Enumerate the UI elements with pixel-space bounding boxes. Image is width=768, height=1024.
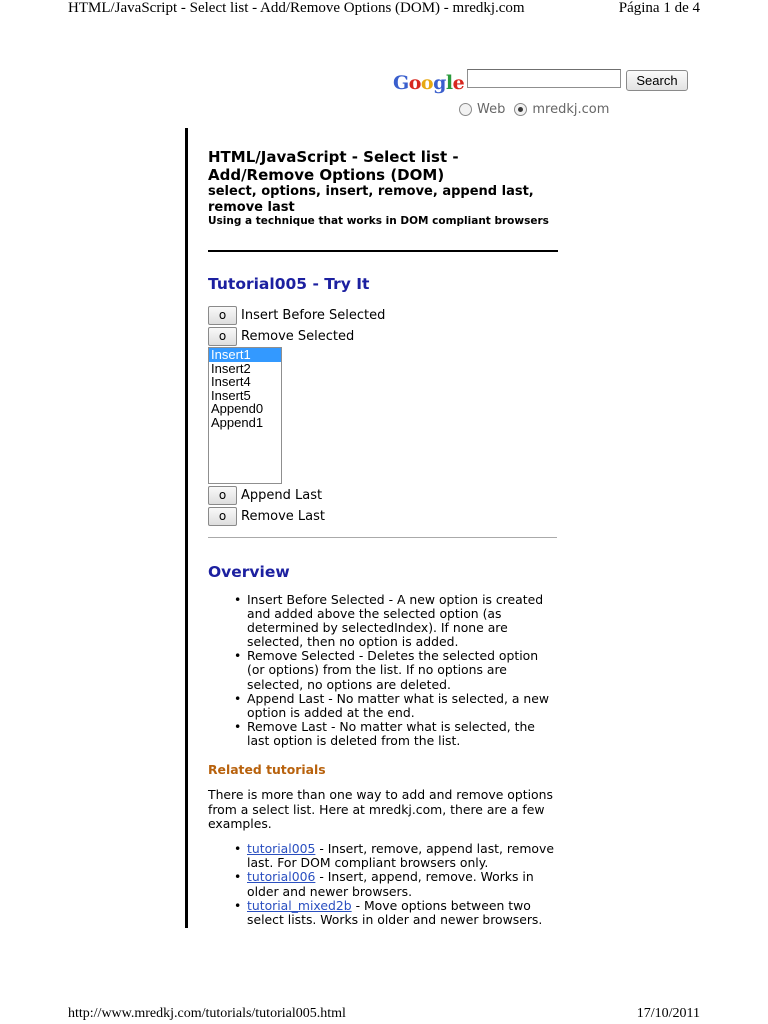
related-intro: There is more than one way to add and remove options from a select list. Here at mredkj.com, there are a few examples.	[208, 787, 553, 832]
list-option[interactable]: Insert2	[211, 360, 251, 376]
insert-before-selected-label: Insert Before Selected	[241, 307, 386, 323]
append-last-label: Append Last	[241, 487, 323, 503]
link-description: - Insert, append, remove. Works in older and newer browsers.	[247, 869, 534, 899]
google-logo: Google	[393, 72, 465, 94]
page-tagline: Using a technique that works in DOM compliant browsers	[208, 215, 549, 227]
list-option[interactable]: Append0	[211, 401, 264, 417]
search-input[interactable]	[467, 69, 621, 88]
link-tutorial005[interactable]: tutorial005	[247, 841, 316, 856]
related-tutorials-heading: Related tutorials	[208, 762, 326, 777]
remove-last-label: Remove Last	[241, 508, 325, 524]
list-item	[247, 842, 559, 870]
remove-selected-row	[208, 326, 354, 346]
list-item: • Insert Before Selected - A new option is created and added above the selected option (as determined by selectedIndex). If none are selected, then no option is added.	[247, 593, 559, 649]
print-header-title: HTML/JavaScript - Select list - Add/Remove Options (DOM) - mredkj.com	[68, 0, 525, 16]
tryit-heading: Tutorial005 - Try It	[208, 275, 370, 293]
overview-list	[247, 593, 559, 748]
insert-before-row	[208, 305, 385, 325]
remove-selected-button[interactable]: o	[208, 327, 237, 346]
list-option[interactable]: Insert4	[211, 374, 251, 390]
list-item	[247, 899, 559, 927]
list-item: • Remove Selected - Deletes the selected option (or options) from the list. If no options are selected, no options are deleted.	[247, 649, 559, 691]
list-item: • Append Last - No matter what is selected, a new option is added at the end.	[247, 692, 559, 720]
list-option[interactable]: Append1	[211, 414, 264, 430]
search-scope-radios	[459, 101, 618, 117]
radio-mredkj-label: mredkj.com	[532, 101, 610, 117]
print-header-page-number: Página 1 de 4	[618, 0, 700, 16]
options-select-list[interactable]	[208, 347, 282, 484]
content-left-border	[185, 128, 188, 928]
insert-before-selected-button[interactable]: o	[208, 306, 237, 325]
list-item: • Remove Last - No matter what is selected, the last option is deleted from the list.	[247, 720, 559, 748]
remove-last-row	[208, 506, 325, 526]
radio-web-label: Web	[477, 101, 506, 117]
related-list	[247, 842, 559, 927]
radio-web[interactable]	[459, 103, 472, 116]
search-button[interactable]: Search	[626, 70, 688, 91]
link-tutorial-mixed2b[interactable]: tutorial_mixed2b	[247, 897, 352, 913]
page-subtitle: select, options, insert, remove, append last, remove last	[208, 184, 534, 215]
remove-selected-label: Remove Selected	[241, 328, 355, 344]
remove-last-button[interactable]: o	[208, 507, 237, 526]
print-footer-date: 17/10/2011	[636, 1006, 700, 1021]
link-description: - Move options between two select lists. Works in older and newer browsers.	[247, 897, 543, 928]
list-item	[247, 870, 559, 898]
print-footer	[68, 1006, 700, 1024]
header-divider	[208, 250, 558, 252]
append-last-row	[208, 485, 322, 505]
list-option[interactable]: Insert1	[209, 348, 281, 362]
section-divider	[208, 537, 557, 538]
print-header	[68, 0, 700, 22]
link-tutorial006[interactable]: tutorial006	[247, 869, 316, 885]
list-option[interactable]: Insert5	[211, 387, 251, 403]
append-last-button[interactable]: o	[208, 486, 237, 505]
print-footer-url: http://www.mredkj.com/tutorials/tutorial005.html	[68, 1006, 346, 1021]
overview-heading: Overview	[208, 563, 290, 581]
page-title: HTML/JavaScript - Select list - Add/Remove Options (DOM)	[208, 148, 459, 184]
radio-mredkj[interactable]	[514, 103, 527, 116]
link-description: - Insert, remove, append last, remove last. For DOM compliant browsers only.	[247, 841, 554, 871]
